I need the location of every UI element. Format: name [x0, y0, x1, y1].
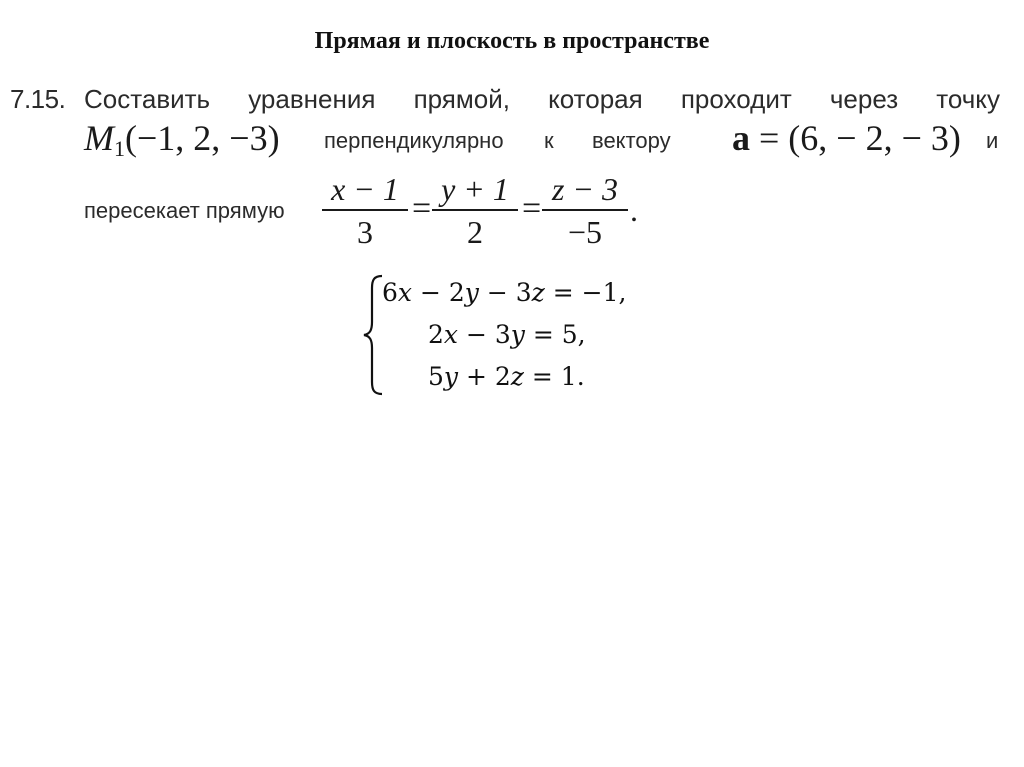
- vector-components: = (6, − 2, − 3): [759, 118, 961, 158]
- fraction-bar: [322, 209, 408, 211]
- problem-text-line-1: [84, 84, 1000, 115]
- word: Составить: [84, 84, 211, 114]
- fraction-bar: [542, 209, 628, 211]
- intersects-label: пересекает прямую: [84, 198, 285, 223]
- vector-a: [732, 116, 961, 160]
- fraction-x: [320, 170, 410, 250]
- word: проходит: [680, 84, 792, 114]
- left-brace: [362, 272, 384, 398]
- fraction-denominator: 2: [467, 214, 483, 250]
- word: прямой,: [413, 84, 510, 114]
- word: которая: [548, 84, 643, 114]
- problem-text-line-2: [84, 116, 1000, 160]
- point-subscript: 1: [114, 136, 125, 161]
- system-equation-1: 6𝑥 − 2𝑦 − 3𝑧 = −1,: [382, 278, 627, 307]
- fraction-denominator: −5: [567, 214, 603, 250]
- word-and: и: [986, 128, 999, 153]
- slide-title: Прямая и плоскость в пространстве: [314, 28, 710, 54]
- word: уравнения: [248, 84, 376, 114]
- fraction-numerator: y + 1: [441, 171, 509, 207]
- fraction-numerator: z − 3: [551, 171, 619, 207]
- word: через: [829, 84, 899, 114]
- system-equation-2: 2𝑥 − 3𝑦 = 5,: [428, 320, 586, 349]
- equation-system: [362, 272, 682, 398]
- word-to: к: [544, 128, 554, 153]
- point-m1: [84, 116, 280, 171]
- word-vector: вектору: [592, 128, 671, 153]
- word: точку: [936, 84, 1000, 114]
- end-period: .: [630, 192, 638, 228]
- fraction-numerator: x − 1: [331, 171, 399, 207]
- problem-text-line-3: [84, 170, 684, 250]
- problem-number: 7.15.: [10, 84, 66, 114]
- vector-name: a: [732, 118, 750, 158]
- system-equation-3: 5𝑦 + 2𝑧 = 1.: [428, 362, 585, 391]
- point-symbol: M: [84, 118, 114, 158]
- fraction-bar: [432, 209, 518, 211]
- fraction-denominator: 3: [357, 214, 373, 250]
- word-perpendicular: перпендикулярно: [324, 128, 504, 153]
- fraction-y: [430, 170, 520, 250]
- point-coordinates: (−1, 2, −3): [125, 118, 280, 158]
- equals-sign: =: [522, 190, 542, 227]
- fraction-z: [540, 170, 630, 250]
- equals-sign: =: [412, 190, 432, 227]
